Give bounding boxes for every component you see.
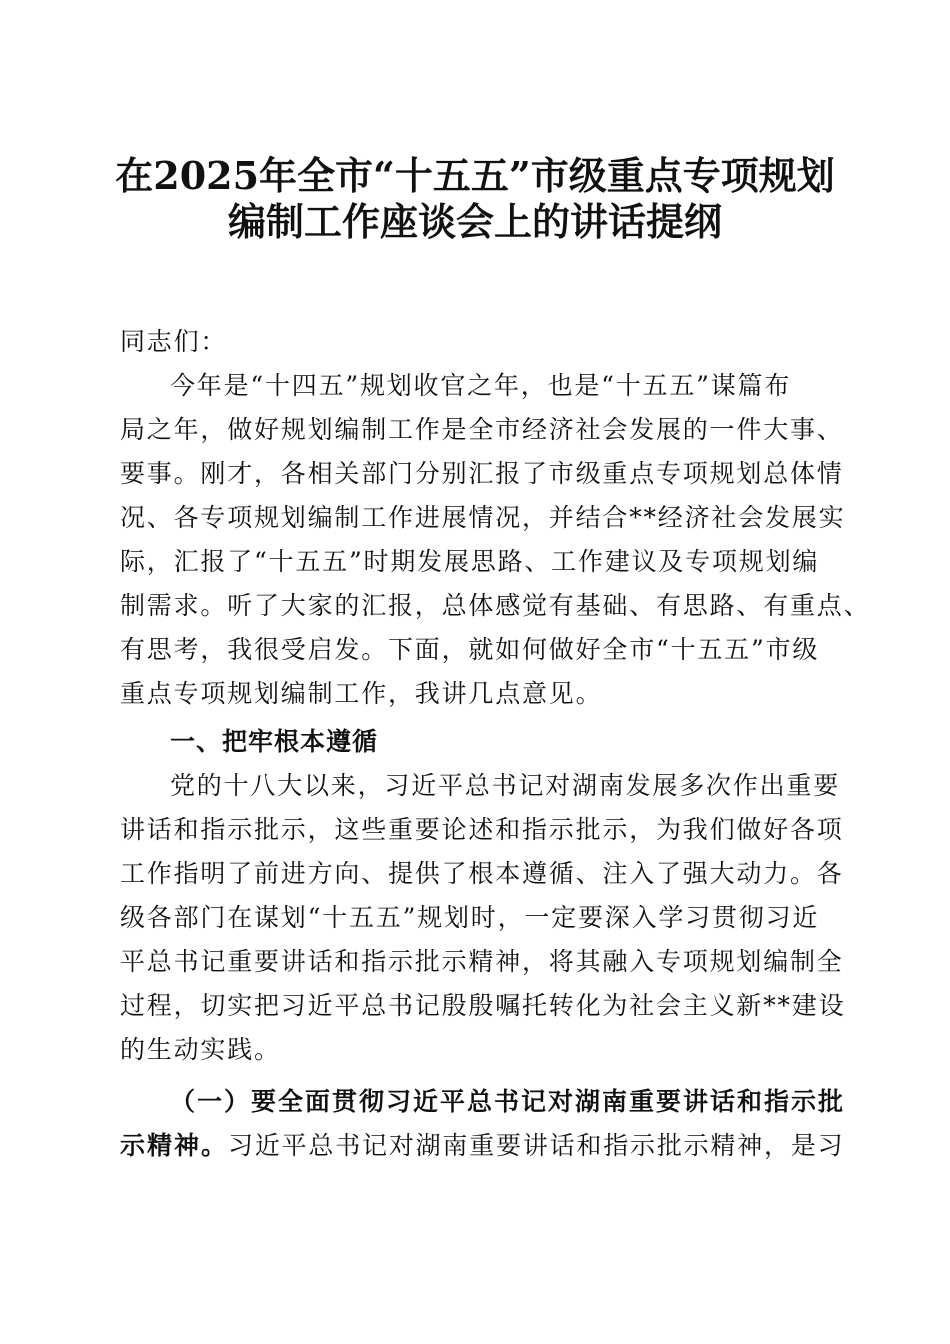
paragraph-line: 要事。刚才，各相关部门分别汇报了市级重点专项规划总体情 [120, 459, 844, 488]
paragraph-line: 过程，切实把习近平总书记殷殷嘱托转化为社会主义新**建设 [120, 991, 846, 1020]
paragraph-line: 平总书记重要讲话和指示批示精神，将其融入专项规划编制全 [120, 947, 844, 976]
document-title-line-2: 编制工作座谈会上的讲话提纲 [227, 199, 722, 244]
paragraph-line: 级各部门在谋划“十五五”规划时，一定要深入学习贯彻习近 [120, 903, 820, 932]
paragraph-line-mixed [120, 1124, 844, 1168]
paragraph-line: 制需求。听了大家的汇报，总体感觉有基础、有思路、有重点、 [120, 591, 871, 620]
paragraph-line: 的生动实践。 [120, 1035, 281, 1064]
paragraph-line: 工作指明了前进方向、提供了根本遵循、注入了强大动力。各 [120, 859, 844, 888]
paragraph-line: 讲话和指示批示，这些重要论述和指示批示，为我们做好各项 [120, 815, 844, 844]
document-title-line-1: 在2025年全市“十五五”市级重点专项规划 [115, 153, 835, 198]
paragraph-line: 今年是“十四五”规划收官之年，也是“十五五”谋篇布 [170, 371, 792, 400]
paragraph-line: 重点专项规划编制工作，我讲几点意见。 [120, 679, 603, 708]
subsection-heading-1: （一）要全面贯彻习近平总书记对湖南重要讲话和指示批 [170, 1087, 846, 1116]
section-heading-1: 一、把牢根本遵循 [170, 727, 379, 756]
paragraph-line: 况、各专项规划编制工作进展情况，并结合**经济社会发展实 [120, 503, 846, 532]
subsection-heading-continued: 示精神。 [120, 1131, 229, 1160]
paragraph-text: 习近平总书记对湖南重要讲话和指示批示精神，是习 [228, 1131, 845, 1160]
salutation: 同志们： [120, 327, 228, 356]
paragraph-line: 局之年，做好规划编制工作是全市经济社会发展的一件大事、 [120, 415, 844, 444]
paragraph-line: 有思考，我很受启发。下面，就如何做好全市“十五五”市级 [120, 635, 820, 664]
paragraph-line: 际，汇报了“十五五”时期发展思路、工作建议及专项规划编 [120, 547, 820, 576]
paragraph-line: 党的十八大以来，习近平总书记对湖南发展多次作出重要 [170, 771, 841, 800]
